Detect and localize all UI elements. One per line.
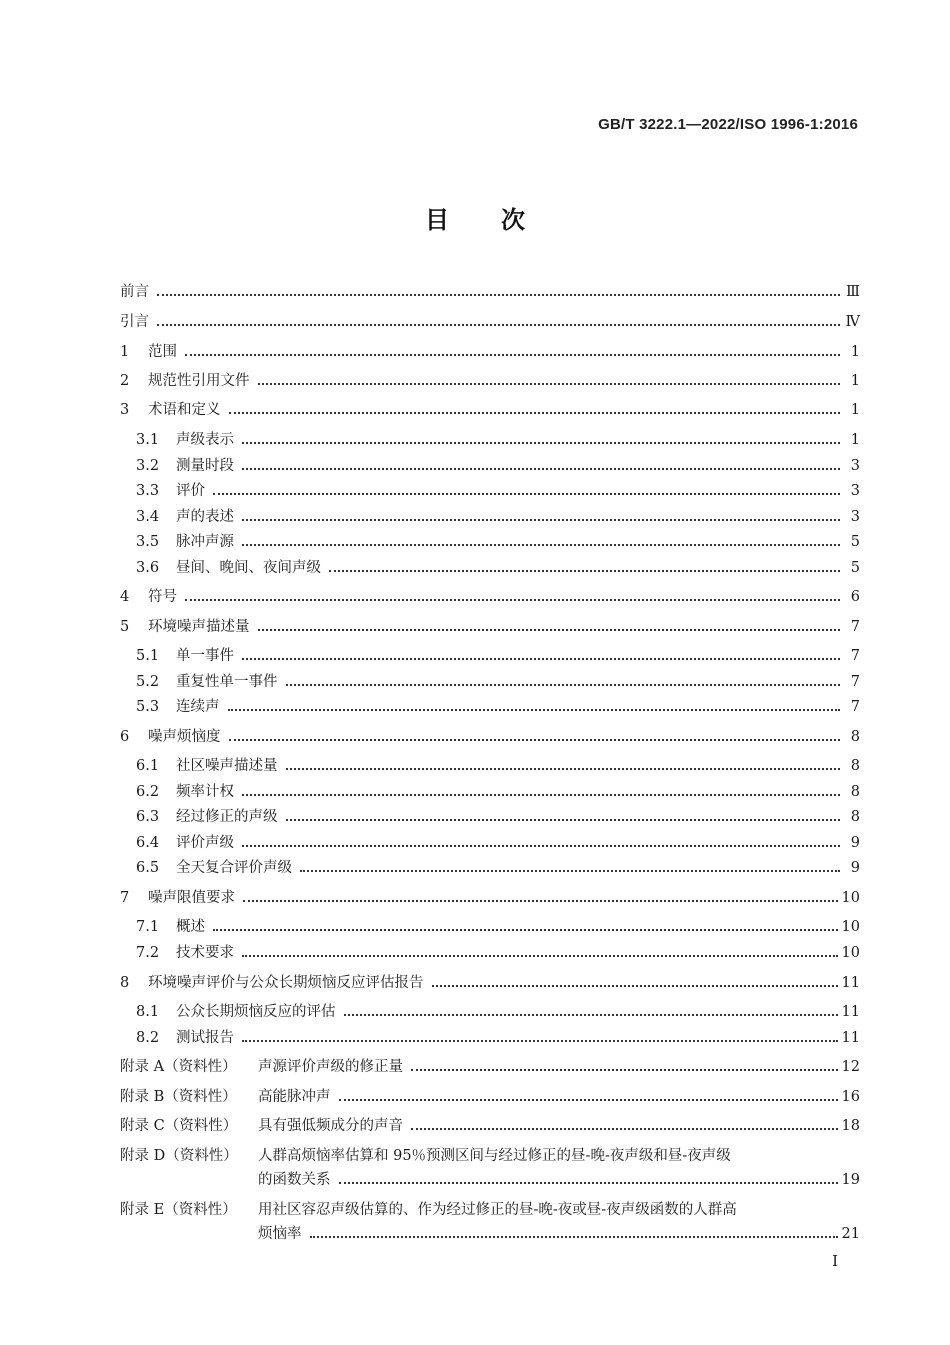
toc-entry-number: 3.4 xyxy=(136,509,160,525)
annex-label: 高能脉冲声 xyxy=(258,1089,331,1105)
toc-entry-label: 噪声烦恼度 xyxy=(148,729,221,745)
dot-leader xyxy=(213,492,840,495)
toc-entry[interactable] xyxy=(136,943,860,963)
toc-entry-number: 6.2 xyxy=(136,784,160,800)
toc-entry[interactable] xyxy=(120,312,860,332)
annex-prefix: 附录 D（资料性） xyxy=(120,1148,238,1164)
toc-entry-page: 3 xyxy=(850,483,860,499)
toc-entry-number: 5.3 xyxy=(136,699,160,715)
toc-entry-number: 3.1 xyxy=(136,432,160,448)
toc-entry-page: 8 xyxy=(850,729,860,745)
annex-entry[interactable] xyxy=(120,1146,860,1190)
toc-entry-number: 3.6 xyxy=(136,560,160,576)
toc-entry-page: 11 xyxy=(841,1030,860,1046)
toc-entry[interactable] xyxy=(136,833,860,853)
dot-leader xyxy=(300,869,840,872)
dot-leader xyxy=(329,569,840,572)
toc-entry-number: 4 xyxy=(120,589,130,605)
toc-entry-number: 8.2 xyxy=(136,1030,160,1046)
toc-entry-page: 10 xyxy=(841,945,860,961)
toc-entry[interactable] xyxy=(136,481,860,501)
dot-leader xyxy=(258,382,841,385)
annex-entry[interactable] xyxy=(120,1116,860,1136)
dot-leader xyxy=(243,899,838,902)
toc-entry-number: 6.4 xyxy=(136,835,160,851)
toc-entry-label: 评价声级 xyxy=(176,835,234,851)
annex-prefix: 附录 A（资料性） xyxy=(120,1059,237,1075)
toc-entry-number: 8.1 xyxy=(136,1004,160,1020)
toc-entry-number: 6 xyxy=(120,729,130,745)
annex-label-continued: 烦恼率 xyxy=(258,1226,302,1242)
dot-leader xyxy=(242,657,840,660)
toc-entry-page: 8 xyxy=(850,809,860,825)
toc-entry-page: 8 xyxy=(850,784,860,800)
toc-entry-label: 重复性单一事件 xyxy=(176,674,278,690)
annex-page: 18 xyxy=(841,1118,860,1134)
toc-entry-number: 2 xyxy=(120,373,130,389)
toc-entry-label: 前言 xyxy=(120,284,149,300)
toc-entry[interactable] xyxy=(136,917,860,937)
annex-page: 12 xyxy=(841,1059,860,1075)
annex-prefix: 附录 B（资料性） xyxy=(120,1089,237,1105)
dot-leader xyxy=(229,411,841,414)
toc-entry[interactable] xyxy=(120,342,860,362)
toc-entry-label: 概述 xyxy=(176,919,205,935)
annex-label: 具有强低频成分的声音 xyxy=(258,1118,403,1134)
toc-entry-page: 5 xyxy=(850,534,860,550)
toc-entry-number: 3 xyxy=(120,402,130,418)
toc-entry-label: 测量时段 xyxy=(176,458,234,474)
toc-entry-page: 7 xyxy=(850,674,860,690)
toc-entry-label: 范围 xyxy=(148,344,177,360)
dot-leader xyxy=(339,1098,838,1101)
toc-entry-label: 全天复合评价声级 xyxy=(176,860,292,876)
dot-leader xyxy=(411,1127,838,1130)
toc-entry-number: 7.2 xyxy=(136,945,160,961)
toc-entry[interactable] xyxy=(120,973,860,993)
annex-entry[interactable] xyxy=(120,1057,860,1077)
annex-label-continued: 的函数关系 xyxy=(258,1172,331,1188)
toc-entry[interactable] xyxy=(136,430,860,450)
toc-entry-page: 1 xyxy=(850,344,860,360)
annex-label: 人群高烦恼率估算和 95％预测区间与经过修正的昼-晚-夜声级和昼-夜声级 xyxy=(258,1148,731,1164)
toc-entry[interactable] xyxy=(136,456,860,476)
toc-entry-label: 环境噪声评价与公众长期烦恼反应评估报告 xyxy=(148,975,424,991)
toc-entry-number: 3.5 xyxy=(136,534,160,550)
toc-entry-page: 1 xyxy=(850,373,860,389)
dot-leader xyxy=(286,767,841,770)
dot-leader xyxy=(432,984,838,987)
dot-leader xyxy=(286,818,841,821)
toc-entry-label: 评价 xyxy=(176,483,205,499)
toc-entry[interactable] xyxy=(120,587,860,607)
toc-entry-page: 11 xyxy=(841,975,860,991)
toc-entry[interactable] xyxy=(120,282,860,302)
toc-entry-label: 声级表示 xyxy=(176,432,234,448)
toc-entry[interactable] xyxy=(136,1028,860,1048)
toc-entry-label: 脉冲声源 xyxy=(176,534,234,550)
page-number: I xyxy=(832,1252,838,1270)
toc-entry-label: 声的表述 xyxy=(176,509,234,525)
toc-entry[interactable] xyxy=(120,371,860,391)
dot-leader xyxy=(242,543,840,546)
toc-entry-label: 公众长期烦恼反应的评估 xyxy=(176,1004,336,1020)
toc-entry-page: 8 xyxy=(850,758,860,774)
toc-entry-page: 10 xyxy=(841,890,860,906)
annex-page: 16 xyxy=(841,1089,860,1105)
dot-leader xyxy=(411,1068,838,1071)
toc-entry-number: 3.3 xyxy=(136,483,160,499)
toc-entry-page: 10 xyxy=(841,919,860,935)
dot-leader xyxy=(242,441,840,444)
toc-entry-number: 7.1 xyxy=(136,919,160,935)
toc-entry-number: 5.2 xyxy=(136,674,160,690)
toc-entry[interactable] xyxy=(136,507,860,527)
dot-leader xyxy=(242,518,840,521)
toc-entry-label: 测试报告 xyxy=(176,1030,234,1046)
toc-entry-page: 7 xyxy=(850,648,860,664)
toc-entry[interactable] xyxy=(136,646,860,666)
toc-entry-label: 噪声限值要求 xyxy=(148,890,235,906)
dot-leader xyxy=(185,598,840,601)
toc-entry-page: 9 xyxy=(850,835,860,851)
dot-leader xyxy=(258,628,841,631)
dot-leader xyxy=(339,1181,838,1184)
toc-entry[interactable] xyxy=(120,888,860,908)
annex-label: 声源评价声级的修正量 xyxy=(258,1059,403,1075)
toc-entry[interactable] xyxy=(136,756,860,776)
toc-entry-label: 术语和定义 xyxy=(148,402,221,418)
toc-entry[interactable] xyxy=(136,807,860,827)
toc-entry-page: Ⅳ xyxy=(845,314,860,330)
toc-entry[interactable] xyxy=(136,697,860,717)
toc-entry-page: 1 xyxy=(850,432,860,448)
annex-prefix: 附录 E（资料性） xyxy=(120,1202,237,1218)
toc-entry[interactable] xyxy=(120,617,860,637)
toc-entry-number: 8 xyxy=(120,975,130,991)
toc-entry-label: 技术要求 xyxy=(176,945,234,961)
toc-entry[interactable] xyxy=(136,558,860,578)
toc-entry-number: 1 xyxy=(120,344,130,360)
dot-leader xyxy=(242,844,840,847)
toc-entry-label: 符号 xyxy=(148,589,177,605)
toc-entry-page: Ⅲ xyxy=(846,284,860,300)
annex-page: 19 xyxy=(841,1172,860,1188)
toc-entry-number: 3.2 xyxy=(136,458,160,474)
toc-entry-page: 7 xyxy=(850,699,860,715)
toc-entry-number: 7 xyxy=(120,890,130,906)
toc-entry-number: 5 xyxy=(120,619,130,635)
toc-entry-page: 11 xyxy=(841,1004,860,1020)
standard-code: GB/T 3222.1—2022/ISO 1996-1:2016 xyxy=(598,116,858,133)
dot-leader xyxy=(228,708,841,711)
dot-leader xyxy=(185,353,840,356)
toc-entry[interactable] xyxy=(136,672,860,692)
toc-entry[interactable] xyxy=(136,1002,860,1022)
toc-entry-page: 6 xyxy=(850,589,860,605)
toc-entry[interactable] xyxy=(136,532,860,552)
dot-leader xyxy=(157,293,840,296)
dot-leader xyxy=(157,323,840,326)
dot-leader xyxy=(286,683,841,686)
toc-entry-page: 9 xyxy=(850,860,860,876)
toc-entry-page: 3 xyxy=(850,458,860,474)
toc-entry-label: 引言 xyxy=(120,314,149,330)
dot-leader xyxy=(229,738,841,741)
toc-entry-number: 5.1 xyxy=(136,648,160,664)
dot-leader xyxy=(344,1013,838,1016)
annex-page: 21 xyxy=(841,1226,860,1242)
toc-entry[interactable] xyxy=(120,727,860,747)
toc-entry-label: 昼间、晚间、夜间声级 xyxy=(176,560,321,576)
toc-entry-page: 3 xyxy=(850,509,860,525)
page-title: 目次 xyxy=(425,205,577,234)
annex-prefix: 附录 C（资料性） xyxy=(120,1118,238,1134)
dot-leader xyxy=(310,1235,838,1238)
toc-entry-label: 社区噪声描述量 xyxy=(176,758,278,774)
toc-entry-page: 7 xyxy=(850,619,860,635)
annex-label: 用社区容忍声级估算的、作为经过修正的昼-晚-夜或昼-夜声级函数的人群高 xyxy=(258,1202,737,1218)
toc-entry-label: 单一事件 xyxy=(176,648,234,664)
toc-entry[interactable] xyxy=(136,782,860,802)
toc-entry-page: 5 xyxy=(850,560,860,576)
dot-leader xyxy=(242,793,840,796)
dot-leader xyxy=(242,467,840,470)
annex-entry[interactable] xyxy=(120,1087,860,1107)
toc-entry[interactable] xyxy=(120,400,860,420)
toc-entry-label: 频率计权 xyxy=(176,784,234,800)
toc-entry-page: 1 xyxy=(850,402,860,418)
toc-entry-label: 环境噪声描述量 xyxy=(148,619,250,635)
toc-entry[interactable] xyxy=(136,858,860,878)
toc-entry-number: 6.3 xyxy=(136,809,160,825)
toc-entry-label: 经过修正的声级 xyxy=(176,809,278,825)
toc-entry-number: 6.5 xyxy=(136,860,160,876)
toc-entry-label: 连续声 xyxy=(176,699,220,715)
dot-leader xyxy=(242,954,838,957)
toc-entry-number: 6.1 xyxy=(136,758,160,774)
toc-entry-label: 规范性引用文件 xyxy=(148,373,250,389)
dot-leader xyxy=(242,1039,838,1042)
dot-leader xyxy=(213,928,838,931)
annex-entry[interactable] xyxy=(120,1200,860,1244)
